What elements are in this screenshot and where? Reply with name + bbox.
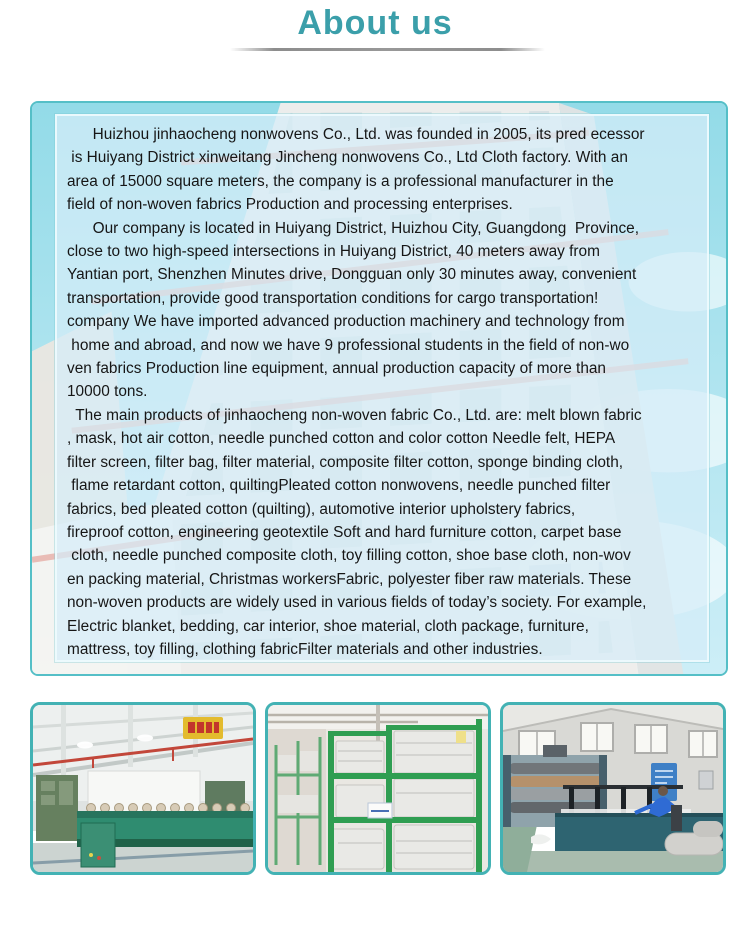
about-text-line: close to two high-speed intersections in Huiyang District, 40 meters away from [67,243,600,261]
about-text-line: , mask, hot air cotton, needle punched cotton and color cotton Needle felt, HEPA [67,430,616,448]
about-text-line: non-woven products are widely used in various fields of today’s society. For example, [67,594,647,612]
photo-production-line [30,702,256,875]
company-intro-text-panel [55,114,709,662]
about-text-line: cloth, needle punched composite cloth, toy filling cotton, shoe base cloth, non-wov [67,547,631,565]
about-text-line: en packing material, Christmas workersFabric, polyester fiber raw materials. These [67,570,632,588]
about-text-line: fabrics, bed pleated cotton (quilting), automotive interior upholstery fabrics, [67,500,576,518]
production-line-workshop-image [33,705,253,872]
about-text-line: area of 15000 square meters, the company is a professional manufacturer in the [67,172,614,190]
photo-warehouse-racks [265,702,491,875]
factory-photos-row [30,702,726,875]
about-text-line: mattress, toy filling, clothing fabricFilter materials and other industries. [67,640,543,658]
title-underline [230,48,545,51]
page-title: About us [297,4,453,42]
fabric-rolling-machine-image [503,705,723,872]
about-text-line: The main products of jinhaocheng non-woven fabric Co., Ltd. are: melt blown fabric [67,406,642,424]
about-text-line: fireproof cotton, engineering geotextile Soft and hard furniture cotton, carpet base [67,523,622,541]
about-text-line: is Huiyang District xinweitang Jincheng nonwovens Co., Ltd Cloth factory. With an [67,149,628,167]
about-text-line: home and abroad, and now we have 9 professional students in the field of non-wo [67,336,630,354]
about-text-line: field of non-woven fabrics Production and processing enterprises. [67,196,513,214]
about-text-line: ven fabrics Production line equipment, annual production capacity of more than [67,360,606,378]
warehouse-fabric-racks-image [268,705,488,872]
about-text-line: filter screen, filter bag, filter material, composite filter cotton, sponge binding cloth, [67,453,624,471]
company-intro-panel [30,101,728,676]
photo-rolling-machine [500,702,726,875]
about-text-line: Yantian port, Shenzhen Minutes drive, Dongguan only 30 minutes away, convenient [67,266,637,284]
about-text-line: Electric blanket, bedding, car interior, shoe material, cloth package, furniture, [67,617,589,635]
about-text-line: Our company is located in Huiyang District, Huizhou City, Guangdong Province, [67,219,639,237]
about-text-line: transportation, provide good transportation conditions for cargo transportation! [67,289,599,307]
about-text-line: 10000 tons. [67,383,148,401]
about-text-line: flame retardant cotton, quiltingPleated cotton nonwovens, needle punched filter [67,477,611,495]
about-text-line: Huizhou jinhaocheng nonwovens Co., Ltd. was founded in 2005, its pred ecessor [67,126,645,143]
about-text-line: company We have imported advanced production machinery and technology from [67,313,625,331]
